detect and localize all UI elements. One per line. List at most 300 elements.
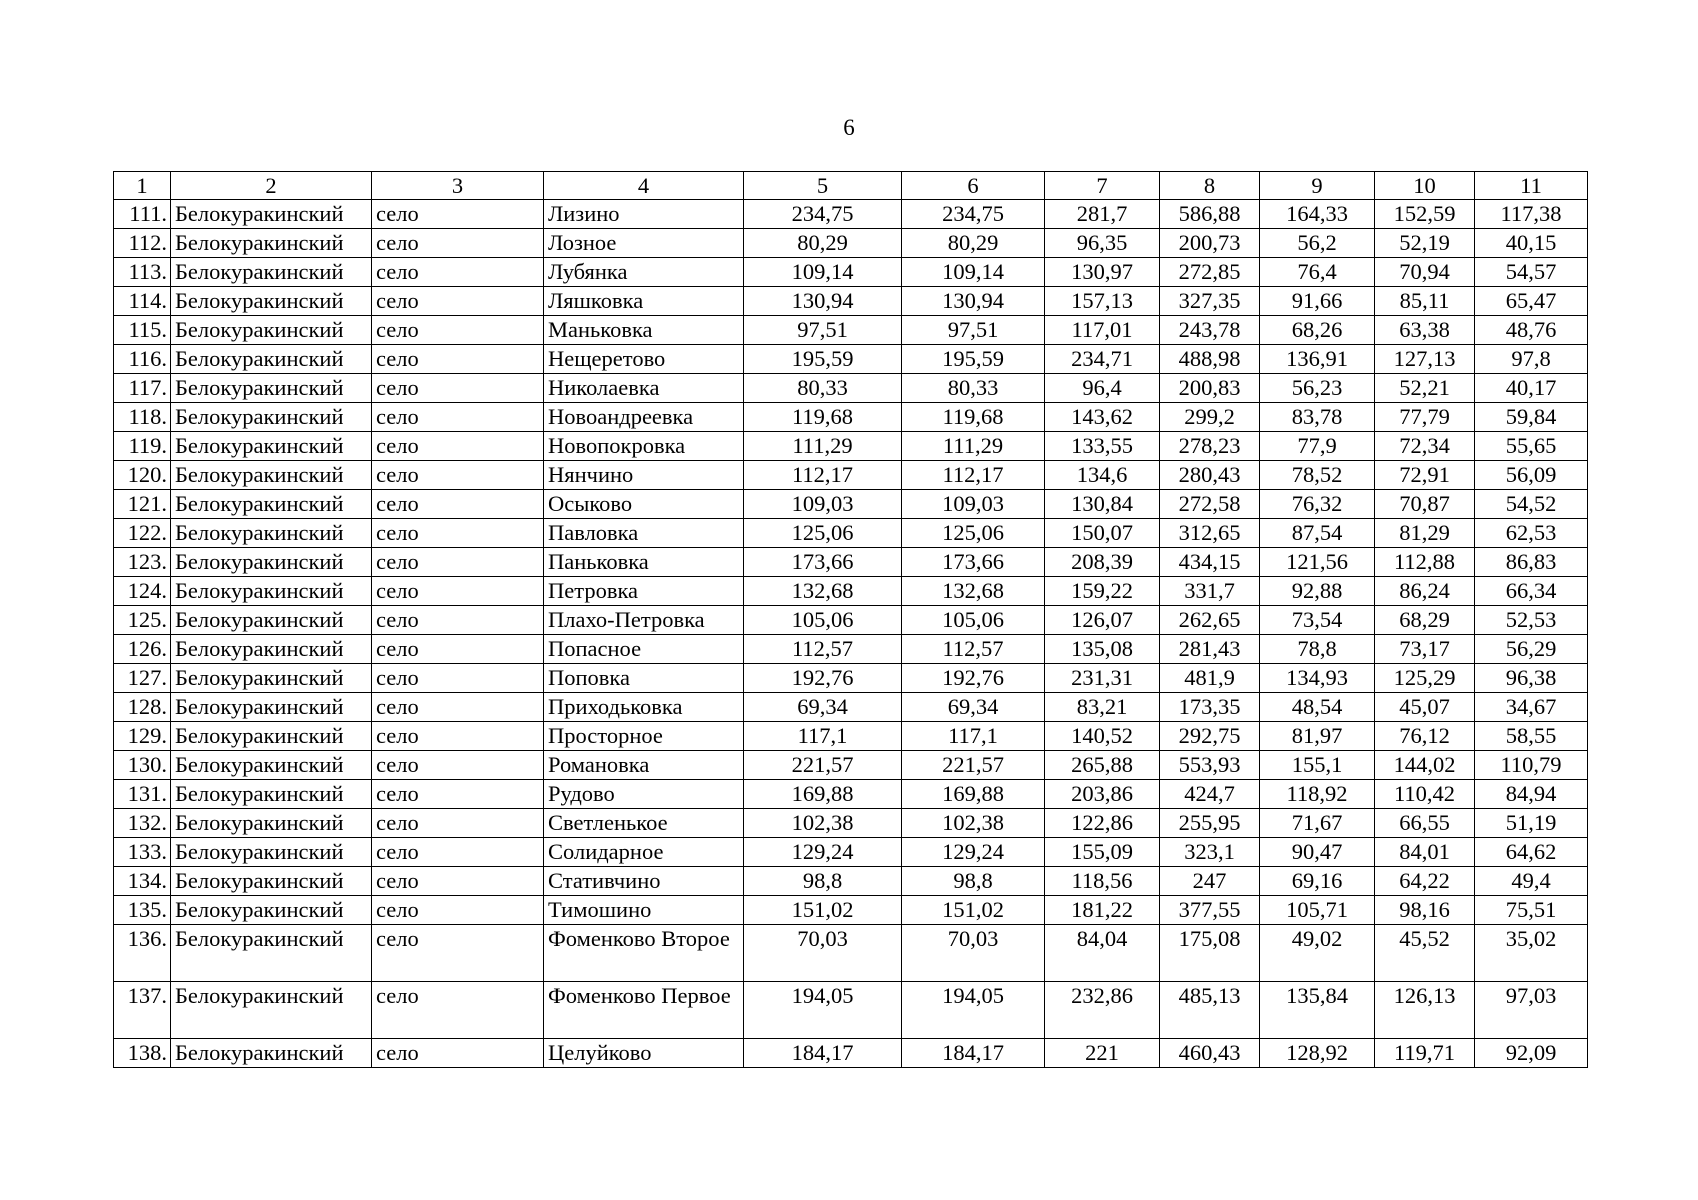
settlement-type: село xyxy=(372,693,544,722)
settlement-type: село xyxy=(372,982,544,1039)
value-col-11: 64,62 xyxy=(1475,838,1588,867)
value-col-10: 64,22 xyxy=(1375,867,1475,896)
value-col-7: 157,13 xyxy=(1045,287,1160,316)
header-row xyxy=(114,172,1588,200)
value-col-6: 70,03 xyxy=(902,925,1045,982)
value-col-5: 97,51 xyxy=(744,316,902,345)
value-col-7: 265,88 xyxy=(1045,751,1160,780)
row-number: 121. xyxy=(114,490,171,519)
value-col-5: 70,03 xyxy=(744,925,902,982)
district-name: Белокуракинский xyxy=(171,548,372,577)
table-row xyxy=(114,722,1588,751)
row-number: 114. xyxy=(114,287,171,316)
value-col-7: 232,86 xyxy=(1045,982,1160,1039)
value-col-6: 80,29 xyxy=(902,229,1045,258)
value-col-9: 73,54 xyxy=(1260,606,1375,635)
value-col-10: 144,02 xyxy=(1375,751,1475,780)
district-name: Белокуракинский xyxy=(171,200,372,229)
table-row xyxy=(114,519,1588,548)
value-col-7: 150,07 xyxy=(1045,519,1160,548)
table-row xyxy=(114,374,1588,403)
table-row xyxy=(114,200,1588,229)
value-col-11: 49,4 xyxy=(1475,867,1588,896)
value-col-6: 102,38 xyxy=(902,809,1045,838)
column-header: 3 xyxy=(372,172,544,200)
value-col-9: 118,92 xyxy=(1260,780,1375,809)
table-row xyxy=(114,490,1588,519)
settlement-name: Фоменково Второе xyxy=(544,925,744,982)
value-col-6: 221,57 xyxy=(902,751,1045,780)
table-row xyxy=(114,751,1588,780)
value-col-8: 481,9 xyxy=(1160,664,1260,693)
value-col-11: 51,19 xyxy=(1475,809,1588,838)
value-col-5: 125,06 xyxy=(744,519,902,548)
value-col-9: 77,9 xyxy=(1260,432,1375,461)
row-number: 136. xyxy=(114,925,171,982)
value-col-6: 98,8 xyxy=(902,867,1045,896)
value-col-6: 117,1 xyxy=(902,722,1045,751)
value-col-6: 80,33 xyxy=(902,374,1045,403)
row-number: 119. xyxy=(114,432,171,461)
settlement-name: Новоандреевка xyxy=(544,403,744,432)
row-number: 128. xyxy=(114,693,171,722)
column-header: 2 xyxy=(171,172,372,200)
value-col-9: 78,52 xyxy=(1260,461,1375,490)
table-row xyxy=(114,838,1588,867)
value-col-10: 126,13 xyxy=(1375,982,1475,1039)
value-col-5: 80,33 xyxy=(744,374,902,403)
value-col-8: 200,73 xyxy=(1160,229,1260,258)
district-name: Белокуракинский xyxy=(171,896,372,925)
value-col-5: 119,68 xyxy=(744,403,902,432)
column-header: 9 xyxy=(1260,172,1375,200)
value-col-9: 91,66 xyxy=(1260,287,1375,316)
row-number: 125. xyxy=(114,606,171,635)
value-col-8: 243,78 xyxy=(1160,316,1260,345)
district-name: Белокуракинский xyxy=(171,838,372,867)
value-col-5: 109,14 xyxy=(744,258,902,287)
table-row xyxy=(114,287,1588,316)
value-col-7: 134,6 xyxy=(1045,461,1160,490)
value-col-10: 125,29 xyxy=(1375,664,1475,693)
value-col-9: 49,02 xyxy=(1260,925,1375,982)
settlement-name: Приходьковка xyxy=(544,693,744,722)
value-col-5: 194,05 xyxy=(744,982,902,1039)
value-col-11: 48,76 xyxy=(1475,316,1588,345)
value-col-5: 132,68 xyxy=(744,577,902,606)
value-col-6: 169,88 xyxy=(902,780,1045,809)
settlement-type: село xyxy=(372,519,544,548)
value-col-7: 96,35 xyxy=(1045,229,1160,258)
value-col-7: 140,52 xyxy=(1045,722,1160,751)
value-col-6: 125,06 xyxy=(902,519,1045,548)
table-row xyxy=(114,664,1588,693)
value-col-11: 86,83 xyxy=(1475,548,1588,577)
settlement-name: Петровка xyxy=(544,577,744,606)
row-number: 112. xyxy=(114,229,171,258)
value-col-8: 312,65 xyxy=(1160,519,1260,548)
value-col-7: 208,39 xyxy=(1045,548,1160,577)
value-col-10: 63,38 xyxy=(1375,316,1475,345)
value-col-5: 184,17 xyxy=(744,1039,902,1068)
settlement-type: село xyxy=(372,809,544,838)
district-name: Белокуракинский xyxy=(171,374,372,403)
value-col-11: 59,84 xyxy=(1475,403,1588,432)
value-col-6: 119,68 xyxy=(902,403,1045,432)
table-row xyxy=(114,693,1588,722)
settlement-name: Светленькое xyxy=(544,809,744,838)
value-col-7: 135,08 xyxy=(1045,635,1160,664)
table-row xyxy=(114,635,1588,664)
value-col-5: 151,02 xyxy=(744,896,902,925)
value-col-10: 72,34 xyxy=(1375,432,1475,461)
value-col-7: 159,22 xyxy=(1045,577,1160,606)
value-col-10: 110,42 xyxy=(1375,780,1475,809)
value-col-8: 327,35 xyxy=(1160,287,1260,316)
settlement-type: село xyxy=(372,403,544,432)
value-col-11: 56,29 xyxy=(1475,635,1588,664)
table-row xyxy=(114,461,1588,490)
row-number: 135. xyxy=(114,896,171,925)
value-col-10: 112,88 xyxy=(1375,548,1475,577)
row-number: 138. xyxy=(114,1039,171,1068)
settlement-name: Нещеретово xyxy=(544,345,744,374)
value-col-11: 117,38 xyxy=(1475,200,1588,229)
settlement-type: село xyxy=(372,867,544,896)
table-row xyxy=(114,606,1588,635)
district-name: Белокуракинский xyxy=(171,519,372,548)
value-col-10: 72,91 xyxy=(1375,461,1475,490)
table-row xyxy=(114,345,1588,374)
value-col-7: 118,56 xyxy=(1045,867,1160,896)
value-col-7: 133,55 xyxy=(1045,432,1160,461)
settlement-name: Лозное xyxy=(544,229,744,258)
value-col-8: 323,1 xyxy=(1160,838,1260,867)
row-number: 111. xyxy=(114,200,171,229)
settlement-type: село xyxy=(372,200,544,229)
value-col-8: 272,85 xyxy=(1160,258,1260,287)
value-col-11: 84,94 xyxy=(1475,780,1588,809)
value-col-9: 90,47 xyxy=(1260,838,1375,867)
row-number: 127. xyxy=(114,664,171,693)
value-col-5: 98,8 xyxy=(744,867,902,896)
value-col-6: 109,14 xyxy=(902,258,1045,287)
value-col-5: 69,34 xyxy=(744,693,902,722)
value-col-10: 52,21 xyxy=(1375,374,1475,403)
table-row xyxy=(114,577,1588,606)
settlement-type: село xyxy=(372,722,544,751)
settlement-type: село xyxy=(372,548,544,577)
value-col-8: 255,95 xyxy=(1160,809,1260,838)
value-col-5: 169,88 xyxy=(744,780,902,809)
value-col-7: 221 xyxy=(1045,1039,1160,1068)
row-number: 133. xyxy=(114,838,171,867)
column-header: 5 xyxy=(744,172,902,200)
value-col-5: 192,76 xyxy=(744,664,902,693)
value-col-8: 173,35 xyxy=(1160,693,1260,722)
table-row xyxy=(114,896,1588,925)
settlement-name: Нянчино xyxy=(544,461,744,490)
value-col-8: 488,98 xyxy=(1160,345,1260,374)
value-col-10: 77,79 xyxy=(1375,403,1475,432)
settlement-type: село xyxy=(372,316,544,345)
settlement-name: Маньковка xyxy=(544,316,744,345)
value-col-11: 65,47 xyxy=(1475,287,1588,316)
table-body xyxy=(114,172,1588,1068)
column-header: 11 xyxy=(1475,172,1588,200)
value-col-5: 112,57 xyxy=(744,635,902,664)
value-col-5: 105,06 xyxy=(744,606,902,635)
settlement-type: село xyxy=(372,461,544,490)
district-name: Белокуракинский xyxy=(171,982,372,1039)
value-col-5: 221,57 xyxy=(744,751,902,780)
district-name: Белокуракинский xyxy=(171,229,372,258)
settlement-type: село xyxy=(372,287,544,316)
value-col-7: 155,09 xyxy=(1045,838,1160,867)
settlement-name: Тимошино xyxy=(544,896,744,925)
district-name: Белокуракинский xyxy=(171,287,372,316)
value-col-11: 92,09 xyxy=(1475,1039,1588,1068)
value-col-8: 424,7 xyxy=(1160,780,1260,809)
settlement-name: Романовка xyxy=(544,751,744,780)
settlement-type: село xyxy=(372,751,544,780)
value-col-11: 52,53 xyxy=(1475,606,1588,635)
settlement-type: село xyxy=(372,432,544,461)
value-col-5: 173,66 xyxy=(744,548,902,577)
table-row xyxy=(114,867,1588,896)
row-number: 132. xyxy=(114,809,171,838)
value-col-5: 109,03 xyxy=(744,490,902,519)
district-name: Белокуракинский xyxy=(171,345,372,374)
value-col-10: 127,13 xyxy=(1375,345,1475,374)
value-col-9: 68,26 xyxy=(1260,316,1375,345)
value-col-10: 84,01 xyxy=(1375,838,1475,867)
value-col-6: 151,02 xyxy=(902,896,1045,925)
value-col-11: 75,51 xyxy=(1475,896,1588,925)
value-col-5: 80,29 xyxy=(744,229,902,258)
column-header: 10 xyxy=(1375,172,1475,200)
value-col-9: 92,88 xyxy=(1260,577,1375,606)
table-row xyxy=(114,925,1588,982)
value-col-11: 40,17 xyxy=(1475,374,1588,403)
settlement-name: Осыково xyxy=(544,490,744,519)
settlement-name: Целуйково xyxy=(544,1039,744,1068)
value-col-6: 69,34 xyxy=(902,693,1045,722)
value-col-11: 34,67 xyxy=(1475,693,1588,722)
value-col-5: 117,1 xyxy=(744,722,902,751)
value-col-11: 35,02 xyxy=(1475,925,1588,982)
value-col-11: 58,55 xyxy=(1475,722,1588,751)
row-number: 124. xyxy=(114,577,171,606)
district-name: Белокуракинский xyxy=(171,809,372,838)
value-col-8: 586,88 xyxy=(1160,200,1260,229)
value-col-10: 70,94 xyxy=(1375,258,1475,287)
value-col-8: 292,75 xyxy=(1160,722,1260,751)
settlement-type: село xyxy=(372,925,544,982)
settlement-name: Плахо-Петровка xyxy=(544,606,744,635)
table-row xyxy=(114,316,1588,345)
value-col-9: 135,84 xyxy=(1260,982,1375,1039)
row-number: 120. xyxy=(114,461,171,490)
row-number: 117. xyxy=(114,374,171,403)
value-col-7: 130,84 xyxy=(1045,490,1160,519)
value-col-10: 152,59 xyxy=(1375,200,1475,229)
value-col-5: 130,94 xyxy=(744,287,902,316)
settlement-type: село xyxy=(372,838,544,867)
district-name: Белокуракинский xyxy=(171,403,372,432)
column-header: 1 xyxy=(114,172,171,200)
settlement-name: Рудово xyxy=(544,780,744,809)
value-col-9: 87,54 xyxy=(1260,519,1375,548)
value-col-8: 460,43 xyxy=(1160,1039,1260,1068)
value-col-6: 112,17 xyxy=(902,461,1045,490)
value-col-9: 121,56 xyxy=(1260,548,1375,577)
row-number: 126. xyxy=(114,635,171,664)
value-col-10: 98,16 xyxy=(1375,896,1475,925)
settlement-name: Паньковка xyxy=(544,548,744,577)
district-name: Белокуракинский xyxy=(171,461,372,490)
value-col-6: 173,66 xyxy=(902,548,1045,577)
data-table xyxy=(113,171,1588,1068)
value-col-10: 86,24 xyxy=(1375,577,1475,606)
settlement-name: Стативчино xyxy=(544,867,744,896)
value-col-11: 55,65 xyxy=(1475,432,1588,461)
district-name: Белокуракинский xyxy=(171,258,372,287)
value-col-5: 102,38 xyxy=(744,809,902,838)
value-col-7: 143,62 xyxy=(1045,403,1160,432)
settlement-type: село xyxy=(372,1039,544,1068)
district-name: Белокуракинский xyxy=(171,316,372,345)
value-col-8: 262,65 xyxy=(1160,606,1260,635)
value-col-10: 45,52 xyxy=(1375,925,1475,982)
value-col-11: 97,03 xyxy=(1475,982,1588,1039)
settlement-name: Поповка xyxy=(544,664,744,693)
value-col-10: 76,12 xyxy=(1375,722,1475,751)
row-number: 130. xyxy=(114,751,171,780)
value-col-7: 126,07 xyxy=(1045,606,1160,635)
row-number: 115. xyxy=(114,316,171,345)
value-col-6: 234,75 xyxy=(902,200,1045,229)
settlement-name: Просторное xyxy=(544,722,744,751)
district-name: Белокуракинский xyxy=(171,635,372,664)
settlement-name: Лизино xyxy=(544,200,744,229)
value-col-9: 136,91 xyxy=(1260,345,1375,374)
row-number: 134. xyxy=(114,867,171,896)
column-header: 8 xyxy=(1160,172,1260,200)
row-number: 129. xyxy=(114,722,171,751)
table-row xyxy=(114,548,1588,577)
value-col-6: 194,05 xyxy=(902,982,1045,1039)
value-col-10: 85,11 xyxy=(1375,287,1475,316)
settlement-name: Лубянка xyxy=(544,258,744,287)
value-col-8: 278,23 xyxy=(1160,432,1260,461)
table-row xyxy=(114,809,1588,838)
value-col-9: 69,16 xyxy=(1260,867,1375,896)
value-col-10: 70,87 xyxy=(1375,490,1475,519)
value-col-11: 96,38 xyxy=(1475,664,1588,693)
value-col-5: 111,29 xyxy=(744,432,902,461)
value-col-9: 155,1 xyxy=(1260,751,1375,780)
district-name: Белокуракинский xyxy=(171,751,372,780)
value-col-11: 54,57 xyxy=(1475,258,1588,287)
district-name: Белокуракинский xyxy=(171,722,372,751)
value-col-6: 97,51 xyxy=(902,316,1045,345)
district-name: Белокуракинский xyxy=(171,606,372,635)
value-col-8: 200,83 xyxy=(1160,374,1260,403)
value-col-7: 130,97 xyxy=(1045,258,1160,287)
value-col-11: 56,09 xyxy=(1475,461,1588,490)
value-col-7: 234,71 xyxy=(1045,345,1160,374)
value-col-8: 331,7 xyxy=(1160,577,1260,606)
district-name: Белокуракинский xyxy=(171,664,372,693)
district-name: Белокуракинский xyxy=(171,490,372,519)
value-col-7: 83,21 xyxy=(1045,693,1160,722)
row-number: 122. xyxy=(114,519,171,548)
settlement-type: село xyxy=(372,229,544,258)
value-col-9: 71,67 xyxy=(1260,809,1375,838)
row-number: 113. xyxy=(114,258,171,287)
value-col-6: 111,29 xyxy=(902,432,1045,461)
value-col-9: 81,97 xyxy=(1260,722,1375,751)
value-col-9: 83,78 xyxy=(1260,403,1375,432)
value-col-11: 62,53 xyxy=(1475,519,1588,548)
value-col-10: 68,29 xyxy=(1375,606,1475,635)
value-col-10: 45,07 xyxy=(1375,693,1475,722)
district-name: Белокуракинский xyxy=(171,693,372,722)
value-col-10: 66,55 xyxy=(1375,809,1475,838)
column-header: 6 xyxy=(902,172,1045,200)
settlement-type: село xyxy=(372,635,544,664)
settlement-name: Николаевка xyxy=(544,374,744,403)
value-col-6: 105,06 xyxy=(902,606,1045,635)
settlement-name: Павловка xyxy=(544,519,744,548)
table-row xyxy=(114,432,1588,461)
value-col-11: 110,79 xyxy=(1475,751,1588,780)
row-number: 123. xyxy=(114,548,171,577)
value-col-9: 105,71 xyxy=(1260,896,1375,925)
value-col-8: 280,43 xyxy=(1160,461,1260,490)
value-col-9: 56,23 xyxy=(1260,374,1375,403)
table-row xyxy=(114,1039,1588,1068)
value-col-8: 175,08 xyxy=(1160,925,1260,982)
row-number: 118. xyxy=(114,403,171,432)
settlement-name: Новопокровка xyxy=(544,432,744,461)
district-name: Белокуракинский xyxy=(171,432,372,461)
value-col-6: 184,17 xyxy=(902,1039,1045,1068)
value-col-8: 377,55 xyxy=(1160,896,1260,925)
value-col-10: 73,17 xyxy=(1375,635,1475,664)
value-col-7: 281,7 xyxy=(1045,200,1160,229)
settlement-type: село xyxy=(372,577,544,606)
table-row xyxy=(114,403,1588,432)
value-col-9: 78,8 xyxy=(1260,635,1375,664)
value-col-10: 81,29 xyxy=(1375,519,1475,548)
value-col-10: 119,71 xyxy=(1375,1039,1475,1068)
value-col-6: 112,57 xyxy=(902,635,1045,664)
value-col-8: 434,15 xyxy=(1160,548,1260,577)
column-header: 4 xyxy=(544,172,744,200)
settlement-type: село xyxy=(372,606,544,635)
column-header: 7 xyxy=(1045,172,1160,200)
value-col-8: 281,43 xyxy=(1160,635,1260,664)
value-col-6: 192,76 xyxy=(902,664,1045,693)
value-col-8: 485,13 xyxy=(1160,982,1260,1039)
page-number: 6 xyxy=(843,115,855,140)
settlement-type: село xyxy=(372,345,544,374)
value-col-5: 195,59 xyxy=(744,345,902,374)
value-col-8: 272,58 xyxy=(1160,490,1260,519)
value-col-11: 97,8 xyxy=(1475,345,1588,374)
